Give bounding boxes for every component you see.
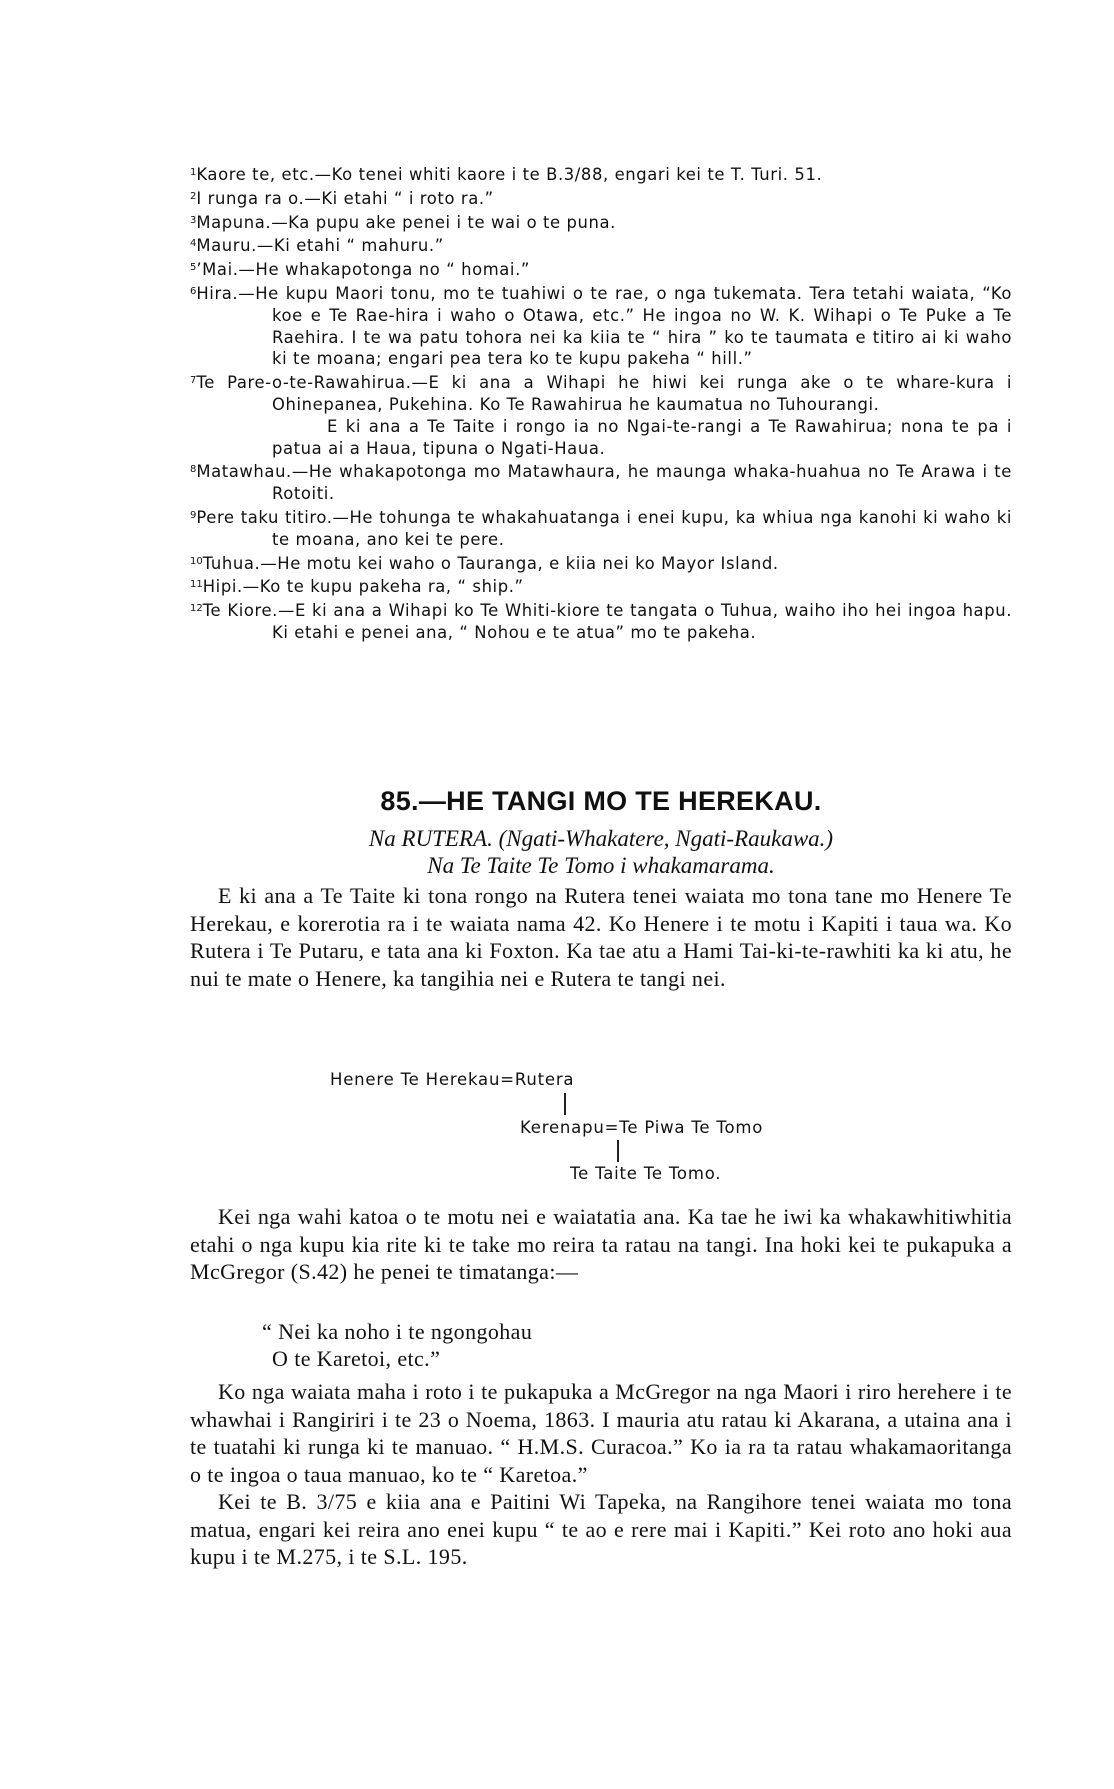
genealogy-line-3: Te Taite Te Tomo. bbox=[570, 1164, 722, 1183]
footnote-number: 1 bbox=[190, 167, 197, 178]
footnote-9 bbox=[190, 505, 1012, 551]
genealogy-line-2: Kerenapu=Te Piwa Te Tomo bbox=[520, 1118, 764, 1137]
genealogy-connector bbox=[564, 1093, 566, 1115]
paragraph: Kei te B. 3/75 e kiia ana e Paitini Wi Tapeka, na Rangihore tenei waiata mo tona matua, engari kei reira ano enei kupu “ te ao e rere mai i Kapiti.” Kei roto ano hoki aua kupu i te M.275, i te S.L. 195. bbox=[190, 1489, 1012, 1569]
footnote-number: 7 bbox=[190, 375, 197, 387]
intro-paragraph: E ki ana a Te Taite ki tona rongo na Rutera tenei waiata mo tona tane mo Henere Te Herekau, e korerotia ra i te waiata nama 42. Ko Henere i te motu i Kapiti i taua wa. Ko Rutera i Te Putaru, e tata ana ki Foxton. Ka tae atu a Hami Tai-ki-te-rawhiti ka ki atu, he nui te mate o Henere, ka tangihia nei e Rutera te tangi nei. bbox=[190, 883, 1012, 991]
footnote-text: Hipi.—Ko te kupu pakeha ra, “ ship.” bbox=[202, 577, 524, 597]
genealogy-line-1: Henere Te Herekau=Rutera bbox=[330, 1070, 575, 1089]
footnote-11 bbox=[190, 574, 1012, 598]
footnote-text: Tuhua.—He motu kei waho o Tauranga, e kiia nei ko Mayor Island. bbox=[202, 553, 779, 573]
footnote-paragraph: E ki ana a Te Taite i rongo ia no Ngai-te-rangi a Te Rawahirua; nona te pa i patua ai a Haua, tipuna o Ngati-Haua. bbox=[272, 416, 1012, 458]
song-explainer: Na Te Taite Te Tomo i whakamarama. bbox=[427, 853, 775, 878]
footnote-number: 9 bbox=[190, 509, 197, 521]
footnote-4 bbox=[190, 233, 1012, 257]
footnote-6 bbox=[190, 281, 1012, 370]
song-author: Na RUTERA. (Ngati-Whakatere, Ngati-Raukawa.) bbox=[368, 826, 834, 851]
body-text bbox=[190, 1203, 1012, 1286]
footnote-text: Hira.—He kupu Maori tonu, mo te tuahiwi o te rae, o nga tukemata. Tera tetahi waiata, “Ko koe e Te Rae-hira i waho o Otawa, etc.” He ingoa no W. K. Wihapi o Te Puke a Te Raehira. I te wa patu tohora nei ka kiia te “ hira ” ko te taumata e titiro ai ki waho ki te moana; engari pea tera ko te kupu pakeha “ hill.” bbox=[196, 283, 1012, 369]
footnote-10 bbox=[190, 551, 1012, 575]
quote-line-1: “ Nei ka noho i te ngongohau bbox=[262, 1319, 533, 1344]
footnote-8 bbox=[190, 459, 1012, 505]
footnote-text: Mauru.—Ki etahi “ mahuru.” bbox=[196, 236, 444, 256]
footnotes bbox=[190, 162, 1012, 644]
footnote-text: Kaore te, etc.—Ko tenei whiti kaore i te B.3/88, engari kei te T. Turi. 51. bbox=[196, 165, 823, 184]
footnote-number: 5 bbox=[190, 262, 197, 274]
footnote-text: I runga ra o.—Ki etahi “ i roto ra.” bbox=[196, 188, 494, 208]
footnote-number: 10 bbox=[190, 555, 203, 567]
footnote-number: 4 bbox=[190, 238, 197, 250]
footnote-number: 11 bbox=[190, 579, 203, 591]
footnote-5 bbox=[190, 257, 1012, 281]
footnote-text: ’Mai.—He whakapotonga no “ homai.” bbox=[196, 260, 530, 280]
song-heading: 85.—HE TANGI MO TE HEREKAU. bbox=[380, 786, 822, 816]
footnote-number: 12 bbox=[190, 603, 203, 615]
footnote-number: 2 bbox=[190, 190, 197, 202]
footnote-text: Te Kiore.—E ki ana a Wihapi ko Te Whiti-kiore te tangata o Tuhua, waiho iho hei ingoa hapu. Ki etahi e penei ana, “ Nohou e te atua” mo te pakeha. bbox=[202, 601, 1012, 642]
footnote-text: Mapuna.—Ka pupu ake penei i te wai o te puna. bbox=[196, 212, 616, 232]
footnote-2 bbox=[190, 186, 1012, 210]
paragraph: Ko nga waiata maha i roto i te pukapuka a McGregor na nga Maori i riro herehere i te whawhai i Rangiriri i te 23 o Noema, 1863. I mauria atu ratau ki Akarana, a utaina ana i te tuatahi ki runga ki te manuao. “ H.M.S. Curacoa.” Ko ia ra ta ratau whakamaoritanga o te ingoa o taua manuao, ko te “ Karetoa.” bbox=[190, 1379, 1012, 1487]
quote-line-2: O te Karetoi, etc.” bbox=[272, 1346, 441, 1371]
footnote-number: 6 bbox=[190, 285, 197, 297]
footnote-text: Te Pare-o-te-Rawahirua.—E ki ana a Wihapi he hiwi kei runga ake o te whare-kura i Ohinepanea, Pukehina. Ko Te Rawahirua he kaumatua no Tuhourangi. bbox=[196, 373, 1012, 414]
footnote-text: Matawhau.—He whakapotonga mo Matawhaura, he maunga whaka-huahua no Te Arawa i te Rotoiti. bbox=[196, 462, 1012, 504]
genealogy-connector bbox=[617, 1140, 619, 1162]
footnote-number: 8 bbox=[190, 464, 197, 476]
footnote-7 bbox=[190, 370, 1012, 459]
footnote-number: 3 bbox=[190, 214, 197, 226]
footnote-text: Pere taku titiro.—He tohunga te whakahuatanga i enei kupu, ka whiua nga kanohi ki waho ki te moana, ano kei te pere. bbox=[196, 507, 1012, 549]
footnote-1 bbox=[190, 162, 1012, 186]
closing-text bbox=[190, 1378, 1012, 1571]
footnote-12 bbox=[190, 598, 1012, 644]
footnote-3 bbox=[190, 210, 1012, 234]
intro-text bbox=[190, 882, 1012, 992]
paragraph: Kei nga wahi katoa o te motu nei e waiatatia ana. Ka tae he iwi ka whakawhitiwhitia etahi o nga kupu kia rite ki te take mo reira ta ratau na tangi. Ina hoki kei te pukapuka a McGregor (S.42) he penei te timatanga:— bbox=[190, 1204, 1012, 1284]
